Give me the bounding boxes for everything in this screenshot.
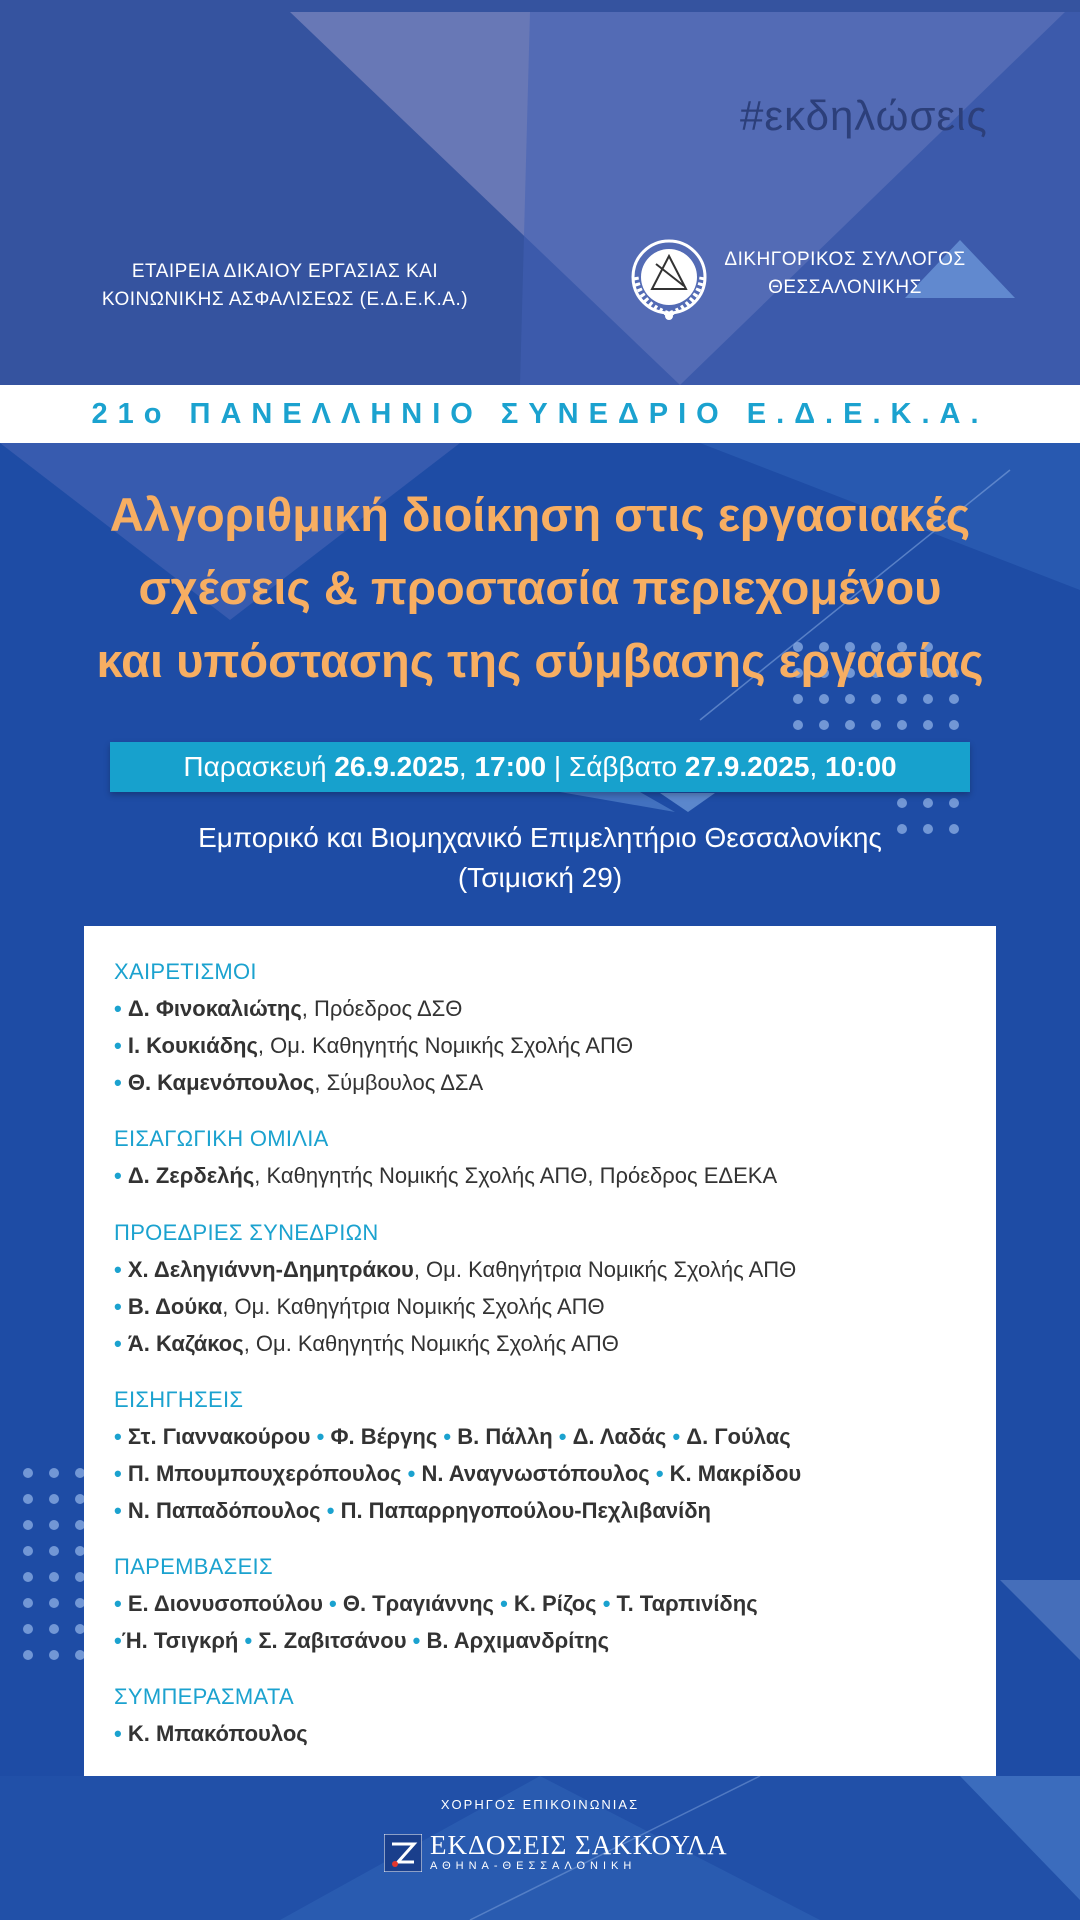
decor-dot	[871, 720, 881, 730]
organizer-edeka-line-1: ΕΤΑΙΡΕΙΑ ΔΙΚΑΙΟΥ ΕΡΓΑΣΙΑΣ ΚΑΙ	[131, 261, 439, 282]
decor-dot	[23, 1650, 33, 1660]
speakers-line: • Ν. Παπαδόπουλος • Π. Παπαρρηγοπούλου-Πεχλιβανίδη	[114, 1498, 711, 1523]
decor-dot	[23, 1624, 33, 1634]
publisher-cities: ΑΘΗΝΑ-ΘΕΣΣΑΛΟΝΙΚΗ	[430, 1860, 637, 1872]
bar-association-emblem-icon	[626, 234, 712, 322]
organizer-edeka	[100, 258, 470, 314]
date-1: 26.9.2025	[334, 751, 459, 782]
decor-dot	[949, 824, 959, 834]
program-panel	[84, 926, 996, 1776]
decor-dot	[49, 1598, 59, 1608]
day-2: Σάββατο	[568, 751, 678, 782]
program-row: • Δ. Φινοκαλιώτης, Πρόεδρος ΔΣΘ	[114, 996, 463, 1021]
speakers-line: • Κ. Μπακόπουλος	[114, 1721, 308, 1746]
dates-separator: |	[553, 751, 562, 782]
decor-dot	[923, 798, 933, 808]
program-row: • Θ. Καμενόπουλος, Σύμβουλος ΔΣΑ	[114, 1070, 484, 1095]
hashtag: #εκδηλώσεις	[740, 92, 988, 139]
decor-dot	[819, 720, 829, 730]
section-intro-title: ΕΙΣΑΓΩΓΙΚΗ ΟΜΙΛΙΑ	[114, 1126, 329, 1151]
venue-name: Εμπορικό και Βιομηχανικό Επιμελητήριο Θεσσαλονίκης	[198, 822, 882, 853]
decor-dot	[23, 1468, 33, 1478]
sponsor-label: ΧΟΡΗΓΟΣ ΕΠΙΚΟΙΝΩΝΙΑΣ	[440, 1797, 640, 1812]
section-interventions-title: ΠΑΡΕΜΒΑΣΕΙΣ	[114, 1554, 273, 1579]
event-title-line-2: σχέσεις & προστασία περιεχομένου	[138, 561, 942, 614]
decor-dot	[49, 1572, 59, 1582]
event-title	[60, 478, 1020, 697]
day-1: Παρασκευή	[183, 751, 327, 782]
venue-address: (Τσιμισκή 29)	[457, 862, 623, 893]
decor-dot	[897, 720, 907, 730]
event-dates-bar: Παρασκευή 26.9.2025 , 17:00 | Σάββατο 27.9.2025 , 10:00	[110, 742, 970, 792]
program-row: • Δ. Ζερδελής, Καθηγητής Νομικής Σχολής ΑΠΘ, Πρόεδρος ΕΔΕΚΑ	[114, 1163, 778, 1188]
publisher-logo-icon	[384, 1834, 422, 1872]
decor-dot	[23, 1520, 33, 1530]
decor-dot	[49, 1546, 59, 1556]
section-conclusions-title: ΣΥΜΠΕΡΑΣΜΑΤΑ	[114, 1684, 294, 1709]
decor-dot	[49, 1494, 59, 1504]
event-venue	[140, 818, 940, 898]
decor-dot	[49, 1624, 59, 1634]
decor-dot	[49, 1650, 59, 1660]
conference-banner-text: 21ο ΠΑΝΕΛΛΗΝΙΟ ΣΥΝΕΔΡΙΟ Ε.Δ.Ε.Κ.Α.	[91, 397, 989, 430]
program-row: • Ι. Κουκιάδης, Ομ. Καθηγητής Νομικής Σχολής ΑΠΘ	[114, 1033, 634, 1058]
date-2: 27.9.2025	[684, 751, 810, 782]
section-greetings-title: ΧΑΙΡΕΤΙΣΜΟΙ	[114, 959, 257, 984]
time-1: 17:00	[474, 751, 547, 782]
decor-dot	[23, 1598, 33, 1608]
decor-dot	[897, 798, 907, 808]
organizer-bar-line-2: ΘΕΣΣΑΛΟΝΙΚΗΣ	[768, 277, 922, 298]
event-title-line-1: Αλγοριθμική διοίκηση στις εργασιακές	[109, 488, 971, 541]
decor-dot	[793, 720, 803, 730]
decor-dot	[923, 720, 933, 730]
time-2: 10:00	[825, 751, 897, 782]
decor-dot	[23, 1546, 33, 1556]
organizer-edeka-line-2: ΚΟΙΝΩΝΙΚΗΣ ΑΣΦΑΛΙΣΕΩΣ (Ε.Δ.Ε.Κ.Α.)	[101, 289, 469, 310]
conference-banner	[0, 385, 1080, 443]
speakers-line: • Ε. Διονυσοπούλου • Θ. Τραγιάννης • Κ. Ρίζος • Τ. Ταρπινίδης	[114, 1591, 758, 1616]
publisher-name: ΕΚΔΟΣΕΙΣ ΣΑΚΚΟΥΛΑ	[430, 1830, 728, 1860]
decor-dot	[49, 1468, 59, 1478]
speakers-line: • Π. Μπουμπουχερόπουλος • Ν. Αναγνωστόπουλος • Κ. Μακρίδου	[114, 1461, 802, 1486]
decor-dot	[845, 720, 855, 730]
event-title-line-3: και υπόστασης της σύμβασης εργασίας	[96, 634, 984, 687]
decor-dot	[23, 1572, 33, 1582]
decor-dot	[49, 1520, 59, 1530]
decor-dot	[949, 720, 959, 730]
program-row: • Ά. Καζάκος, Ομ. Καθηγητής Νομικής Σχολής ΑΠΘ	[114, 1331, 619, 1356]
decor-dot	[949, 798, 959, 808]
organizer-bar-association	[720, 246, 970, 302]
section-chairs-title: ΠΡΟΕΔΡΙΕΣ ΣΥΝΕΔΡΙΩΝ	[114, 1220, 379, 1245]
decor-dot	[23, 1494, 33, 1504]
program-row: • Β. Δούκα, Ομ. Καθηγήτρια Νομικής Σχολής ΑΠΘ	[114, 1294, 605, 1319]
program-row: • Χ. Δεληγιάννη-Δημητράκου, Ομ. Καθηγήτρια Νομικής Σχολής ΑΠΘ	[114, 1257, 797, 1282]
organizer-bar-line-1: ΔΙΚΗΓΟΡΙΚΟΣ ΣΥΛΛΟΓΟΣ	[724, 249, 966, 270]
speakers-line: •Ή. Τσιγκρή • Σ. Ζαβιτσάνου • Β. Αρχιμανδρίτης	[114, 1628, 610, 1653]
section-talks-title: ΕΙΣΗΓΗΣΕΙΣ	[114, 1387, 244, 1412]
speakers-line: • Στ. Γιαννακούρου • Φ. Βέργης • Β. Πάλλη • Δ. Λαδάς • Δ. Γούλας	[114, 1424, 791, 1449]
